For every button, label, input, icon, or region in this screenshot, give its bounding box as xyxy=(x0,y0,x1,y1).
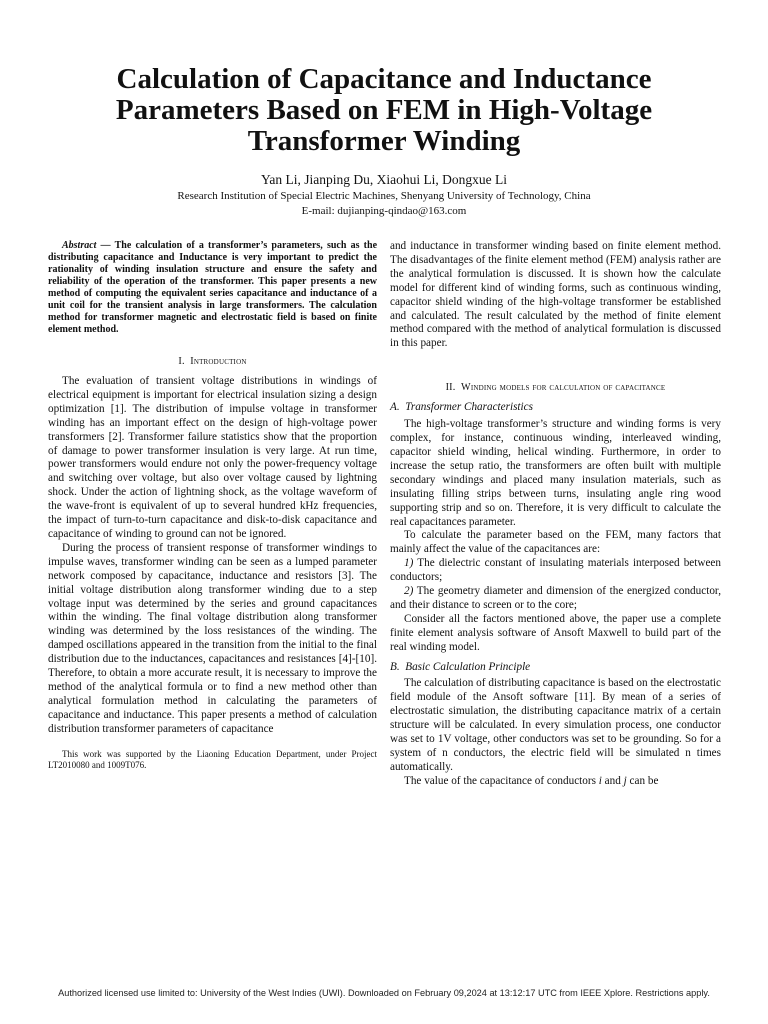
body-paragraph: The calculation of distributing capacitance is based on the electrostatic field module of the Ansoft software [11]. By mean of a series of electrostatic simulation, the distributing capacitance matrix of a certain structure will be calculated. In every simulation process, one conductor was set to 1V voltage, other conductors was set to be grounding. So for a system of n conductors, the electric field will be simulated n times automatically. xyxy=(390,677,721,773)
section-title-initial: W xyxy=(461,382,471,394)
footnote: This work was supported by the Liaoning Education Department, under Project LT2010080 and 1009T076. xyxy=(48,748,377,770)
body-paragraph: Consider all the factors mentioned above, the paper use a complete finite element analysis software of Ansoft Maxwell to build part of the real winding model. xyxy=(390,612,721,653)
email-address: E-mail: dujianping-qindao@163.com xyxy=(301,205,467,217)
math-variable: i xyxy=(598,774,602,787)
body-paragraph: During the process of transient response of transformer windings to impulse waves, transformer winding can be seen as a lumped parameter network composed by capacitance, inductance and resistors [3]. The initial voltage distribution along transformer winding due to a step voltage input was determined by the series and ground capacitances within the winding. The final voltage distribution along transformer winding was determined by the loss resistances of the winding. The damped oscillations appeared in the transition from the initial to the final distribution due to the inductances, capacitances and resistances [4]-[10]. Therefore, to obtain a more accurate result, it is necessary to improve the method of the analytical formula or to find a new method other than analytical formulation method in calculating the parameters of capacitance and inductance. This paper presents a method of calculation distribution transformer parameters of capacitance xyxy=(48,541,377,735)
text-run: can be xyxy=(629,774,659,787)
list-number: 2) xyxy=(404,585,414,598)
subsection-label: A. xyxy=(390,401,400,414)
body-paragraph-partial xyxy=(390,775,721,789)
text-run: and xyxy=(604,774,621,787)
subsection-title: Transformer Characteristics xyxy=(405,401,533,414)
subsection-title: Basic Calculation Principle xyxy=(405,660,531,673)
body-paragraph: and inductance in transformer winding based on finite element method. The disadvantages of the finite element method (FEM) analysis rather are the analytical formulation is discussed. It is shown how the calculate model for different kind of winding forms, such as continuous winding, capacitor shield winding of the high-voltage transformer be established and calculated. The result calculated by the method of finite element method compared with the method of analytical formulation is discussed in this paper. xyxy=(390,240,721,350)
subsection-label: B. xyxy=(390,660,400,673)
list-text: The dielectric constant of insulating materials interposed between conductors; xyxy=(390,557,721,584)
list-item xyxy=(390,557,721,585)
title-line: Calculation of Capacitance and Inductance xyxy=(116,63,652,95)
affiliation: Research Institution of Special Electric Machines, Shenyang University of Technology, China xyxy=(177,190,591,202)
section-heading-winding-models xyxy=(390,382,721,394)
paper-title xyxy=(40,64,728,157)
body-paragraph: The evaluation of transient voltage distributions in windings of electrical equipment is important for electrical insulation sizing a design optimization [1]. The distribution of impulse voltage in transformer winding has an important effect on the design of high-voltage power transformers [2]. Transformer failure statistics show that the proportion of damage to power transformer insulation is very large. At run time, power transformers would endure not only the power-frequency voltage and switching over voltage, but also over voltage caused by lightning shock. Under the action of lightning shock, as the voltage waveform of the wave-front is equivalent of up to several hundred kHz frequencies, the impact of turn-to-turn capacitance and disk-to-disk capacitance and capacitance of winding to ground can not be ignored. xyxy=(48,375,377,540)
math-variable: j xyxy=(623,774,627,787)
list-number: 1) xyxy=(404,557,414,570)
body-paragraph: The high-voltage transformer’s structure and winding forms is very complex, for instance, continuous winding, interleaved winding, capacitor shield winding, helical winding. Furthermore, in order to increase the setup ratio, the transformers are often built with multiple secondary windings and placed many insulation materials, such as insulating filling strips between turns, insulating angle ring wood supporting strip and so on. Therefore, it is very difficult to calculate the real capacitances parameter. xyxy=(390,418,721,528)
left-column xyxy=(48,240,377,771)
section-heading-introduction xyxy=(48,356,377,368)
abstract xyxy=(48,240,377,336)
title-line: Parameters Based on FEM in High-Voltage xyxy=(115,94,653,126)
section-title-rest: ntroduction xyxy=(193,356,247,367)
section-title-rest: inding models for calculation of capacitance xyxy=(470,382,666,394)
body-paragraph: To calculate the parameter based on the FEM, many factors that mainly affect the value of the capacitances are: xyxy=(390,529,721,556)
author-list: Yan Li, Jianping Du, Xiaohui Li, Dongxue Li xyxy=(260,172,508,187)
section-numeral: II. xyxy=(445,382,456,394)
list-item xyxy=(390,585,721,613)
abstract-label: Abstract — xyxy=(62,240,111,251)
title-line: Transformer Winding xyxy=(247,125,521,157)
text-run: The value of the capacitance of conductors xyxy=(404,774,596,787)
subsection-heading-a xyxy=(390,401,721,415)
list-text: The geometry diameter and dimension of the energized conductor, and their distance to screen or to the core; xyxy=(390,585,721,611)
section-numeral: I. xyxy=(178,356,185,367)
section-title-initial: I xyxy=(190,356,194,367)
subsection-heading-b xyxy=(390,661,721,675)
abstract-text: The calculation of a transformer’s parameters, such as the distributing capacitance and Inductance is very important to predict the rationality of winding insulation structure and ensure the safety and reliability of the operation of the transformer. This paper presents a new method of computing the equivalent series capacitance and inductance of a unit coil for the transient analysis in large transformers. The calculation method for transformer magnetic and electrostatic field is based on finite element method. xyxy=(48,240,378,335)
right-column xyxy=(390,240,721,789)
license-watermark: Authorized licensed use limited to: University of the West Indies (UWI). Downloaded on February 09,2024 at 13:12:17 UTC from IEEE Xplore. Restrictions apply. xyxy=(58,988,710,998)
